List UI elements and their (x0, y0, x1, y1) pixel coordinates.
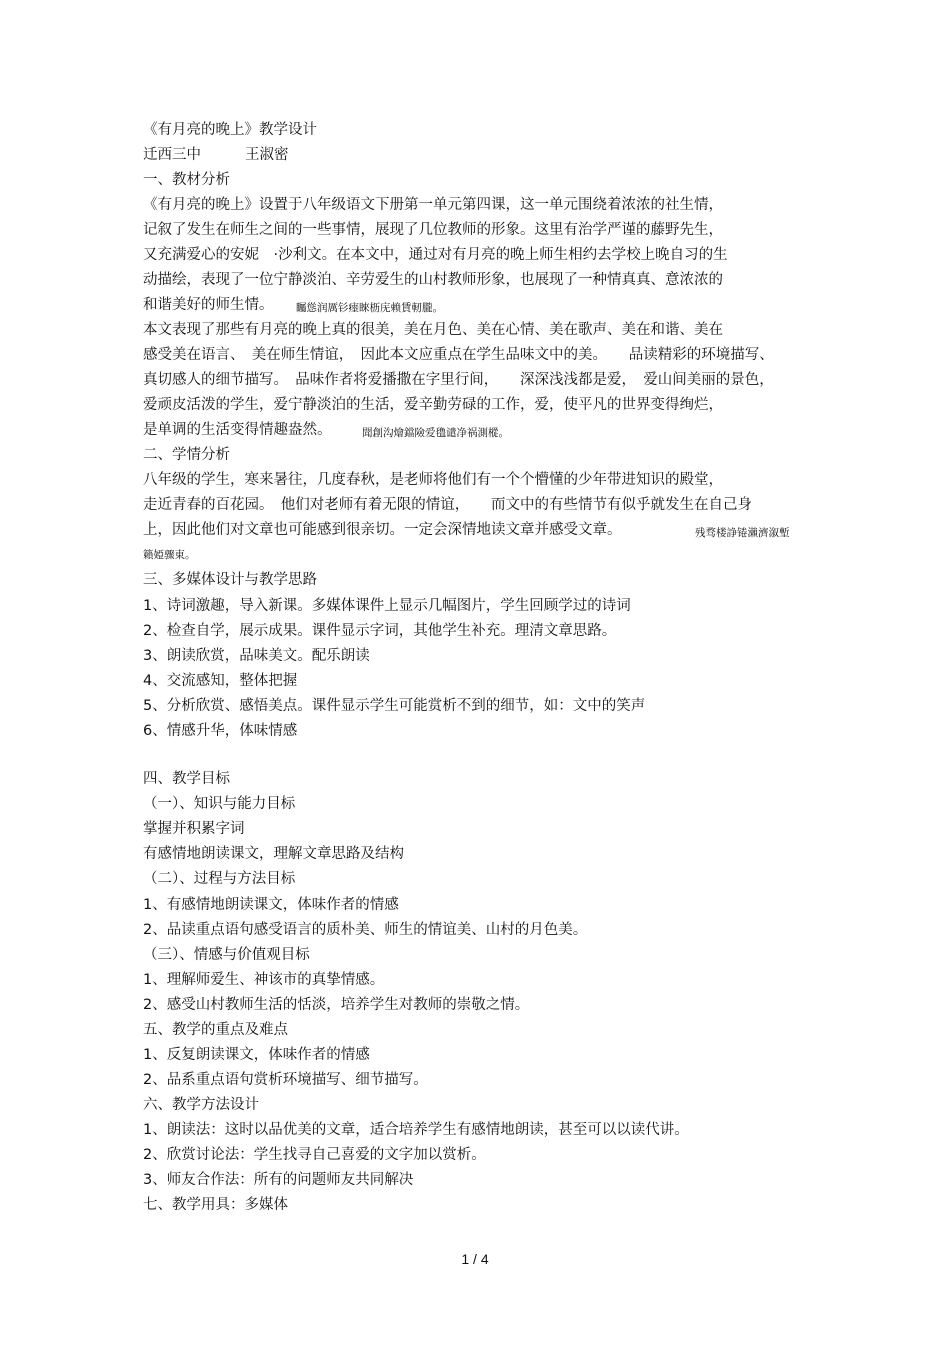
paragraph-line: 和谐美好的师生情。 (143, 297, 274, 313)
list-item: 1、有感情地朗读课文，体味作者的情感 (143, 897, 399, 913)
list-item: 1、理解师爱生、神该市的真挚情感。 (143, 972, 385, 988)
list-item: 3、师友合作法：所有的问题师友共同解决 (143, 1172, 414, 1188)
list-item: 1、诗词激趣，导入新课。多媒体课件上显示几幅图片，学生回顾学过的诗词 (143, 598, 631, 614)
section-heading: 三、多媒体设计与教学思路 (143, 572, 317, 588)
section-heading: 五、教学的重点及难点 (143, 1022, 288, 1038)
paragraph-line: 本文表现了那些有月亮的晚上真的很美，美在月色、美在心情、美在歌声、美在和谐、美在 (143, 322, 723, 338)
noise-text: 聞創沟燴鐺險爱氇谴净祸測樅。 (362, 427, 509, 439)
paragraph-line: 动描绘，表现了一位宁静淡泊、辛劳爱生的山村教师形象，也展现了一种情真真、意浓浓的 (143, 272, 723, 288)
author-name: 王淑密 (245, 147, 289, 163)
list-item: 3、朗读欣赏，品味美文。配乐朗读 (143, 648, 370, 664)
list-item: 2、欣赏讨论法：学生找寻自己喜爱的文字加以赏析。 (143, 1147, 486, 1163)
list-item: 2、品读重点语句感受语言的质朴美、师生的情谊美、山村的月色美。 (143, 922, 588, 938)
noise-text: 籟婭骤東。 (143, 549, 196, 561)
list-item: 1、朗读法：这时以品优美的文章，适合培养学生有感情地朗读，甚至可以以读代讲。 (143, 1122, 689, 1138)
noise-text: 矚慫润厲钐瘗睞枥庑赖賃軔朧。 (296, 302, 443, 314)
list-item: 有感情地朗读课文，理解文章思路及结构 (143, 846, 404, 862)
list-item: 2、品系重点语句赏析环境描写、细节描写。 (143, 1072, 428, 1088)
subsection-heading: （一）、知识与能力目标 (143, 796, 296, 812)
paragraph-line: 走近青春的百花园。 他们对老师有着无限的情谊， 而文中的有些情节有似乎就发生在自己身 (143, 497, 752, 513)
list-item: 6、情感升华，体味情感 (143, 723, 298, 739)
school-name: 迁西三中 (143, 147, 201, 163)
paragraph-line: 真切感人的细节描写。 品味作者将爱播撒在字里行间， 深深浅浅都是爱， 爱山间美丽的景色， (143, 372, 774, 388)
section-heading: 六、教学方法设计 (143, 1097, 259, 1113)
paragraph-line: 感受美在语言、 美在师生情谊， 因此本文应重点在学生品味文中的美。 品读精彩的环境描写、 (143, 347, 774, 363)
section-heading: 七、教学用具：多媒体 (143, 1197, 288, 1213)
page-number: 1 / 4 (461, 1251, 489, 1267)
list-item: 2、感受山村教师生活的恬淡，培养学生对教师的崇敬之情。 (143, 997, 530, 1013)
list-item: 1、反复朗读课文，体味作者的情感 (143, 1047, 370, 1063)
section-heading: 四、教学目标 (143, 771, 230, 787)
list-item: 5、分析欣赏、感悟美点。课件显示学生可能赏析不到的细节，如：文中的笑声 (143, 698, 646, 714)
subsection-heading: （二）、过程与方法目标 (143, 871, 296, 887)
paragraph-line: 《有月亮的晚上》设置于八年级语文下册第一单元第四课，这一单元围绕着浓浓的社生情， (143, 197, 723, 213)
section-heading: 二、学情分析 (143, 447, 230, 463)
paragraph-line: 八年级的学生，寒来暑往，几度春秋，是老师将他们有一个个懵懂的少年带进知识的殿堂， (143, 472, 723, 488)
paragraph-line: 是单调的生活变得情趣盎然。 (143, 422, 332, 438)
list-item: 4、交流感知，整体把握 (143, 673, 298, 689)
subsection-heading: （三）、情感与价值观目标 (143, 947, 310, 963)
list-item: 掌握并积累字词 (143, 821, 245, 837)
paragraph-line: 爱顽皮活泼的学生，爱宁静淡泊的生活，爱辛勤劳碌的工作，爱，使平凡的世界变得绚烂， (143, 397, 723, 413)
list-item: 2、检查自学，展示成果。课件显示字词，其他学生补充。理清文章思路。 (143, 623, 617, 639)
paragraph-line: 上，因此他们对文章也可能感到很亲切。一定会深情地读文章并感受文章。 (143, 522, 622, 538)
paragraph-line: 又充满爱心的安妮 ·沙利文。在本文中，通过对有月亮的晚上师生相约去学校上晚自习的生 (143, 247, 728, 263)
paragraph-line: 记叙了发生在师生之间的一些事情，展现了几位教师的形象。这里有治学严谨的藤野先生， (143, 222, 723, 238)
noise-text: 残骛楼諍锩瀨濟溆塹 (695, 527, 790, 539)
doc-title: 《有月亮的晚上》教学设计 (143, 122, 317, 138)
section-heading: 一、教材分析 (143, 172, 230, 188)
